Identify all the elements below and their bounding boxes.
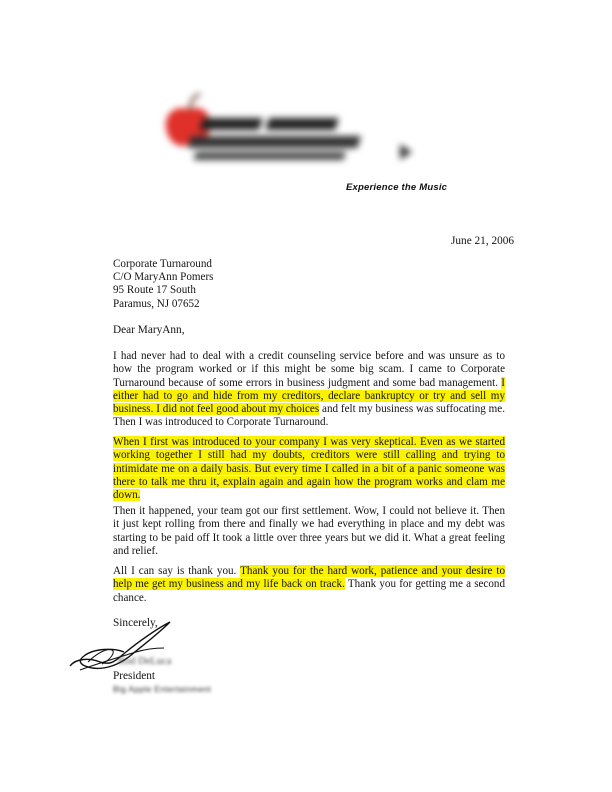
address-line-2: C/O MaryAnn Pomers bbox=[113, 271, 214, 284]
address-line-3: 95 Route 17 South bbox=[113, 284, 196, 297]
address-line-4: Paramus, NJ 07652 bbox=[113, 297, 200, 310]
highlighted-text: Thank you for the hard work, patience and your desire to help me get my business and my life back on track. bbox=[113, 565, 506, 591]
paragraph-4 bbox=[113, 565, 505, 605]
signer-company: Big Apple Entertainment bbox=[113, 684, 212, 694]
paragraph-1-text: I had never had to deal with a credit counseling service before and was unsure as to how the program worked or if this might be some big scam. I came to Corporate Turnaround because of some errors in business judgment and some bad management. bbox=[113, 350, 505, 389]
paragraph-1-end: and felt my business was suffocating me. Then I was introduced to Corporate Turnaround. bbox=[113, 403, 505, 429]
signer-title: President bbox=[113, 670, 156, 682]
highlighted-text: When I first was introduced to your company I was very skeptical. Even as we started working together I still had my doubts, creditors were still calling and trying to intimidate me on a daily basis. But every time I called in a bit of a panic someone was there to talk me thru it, explain again and again how the program works and clam me down. bbox=[113, 436, 505, 502]
salutation: Dear MaryAnn, bbox=[113, 324, 185, 336]
company-logo bbox=[150, 78, 430, 188]
letter-date: June 21, 2006 bbox=[451, 235, 515, 247]
letterhead-tagline: Experience the Music bbox=[346, 182, 448, 193]
paragraph-2 bbox=[113, 436, 505, 502]
highlighted-text: I either had to go and hide from my creditors, declare bankruptcy or try and sell my business. I did not feel good about my choices bbox=[113, 376, 505, 416]
paragraph-4-end: Thank you for getting me a second chance. bbox=[113, 578, 505, 604]
signer-name: Rod DeLuca bbox=[118, 656, 172, 667]
address-line-1: Corporate Turnaround bbox=[113, 258, 212, 270]
paragraph-3: Then it happened, your team got our first settlement. Wow, I could not believe it. Then it just kept rolling from there and finally we had everything in place and my debt was starting to be paid off It took a little over three years but we did it. What a great feeling and relief. bbox=[113, 505, 505, 557]
paragraph-1 bbox=[113, 350, 505, 430]
paragraph-4-text: All I can say is thank you. bbox=[113, 565, 237, 577]
closing: Sincerely, bbox=[113, 617, 158, 629]
recipient-address bbox=[113, 258, 213, 311]
